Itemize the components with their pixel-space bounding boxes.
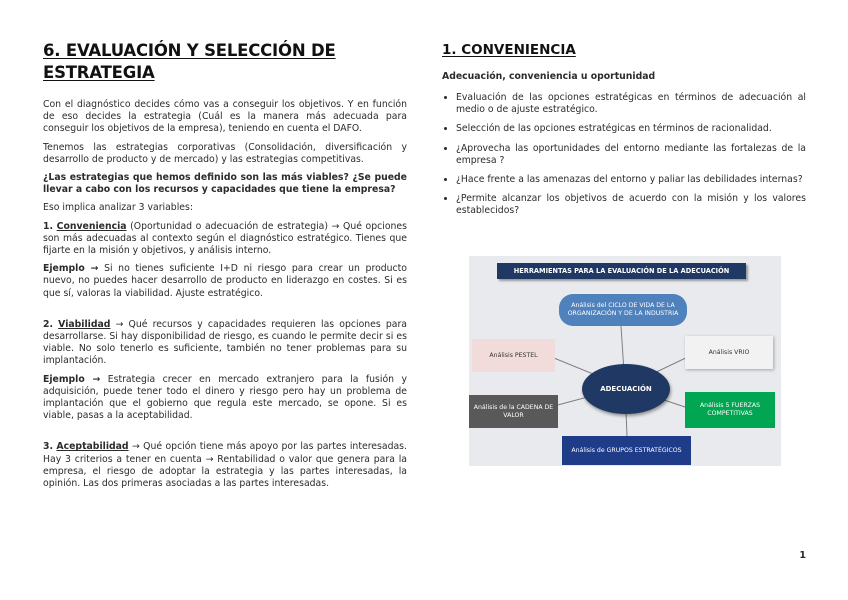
intro-paragraph: Con el diagnóstico decides cómo vas a conseguir los objetivos. Y en función de eso decides la estrategia (Cuál es la manera más adecuada para conseguir los objetivos de la empresa), teniendo en cuenta el DAFO.: [43, 99, 407, 135]
variable-text: (Oportunidad o adecuación de estrategia) → Qué opciones son más adecuadas al contexto según el diagnóstico estratégico. Tienes que fijarte en la misión y objetivos, y análisis interno.: [43, 220, 407, 257]
variable-name: Viabilidad: [58, 318, 111, 330]
example-viabilidad: [43, 374, 407, 423]
variable-number: 3.: [43, 441, 54, 453]
section-subtitle: Adecuación, conveniencia u oportunidad: [442, 71, 656, 82]
adecuacion-center: ADECUACIÓN: [582, 364, 670, 414]
cadena-valor-box: Análisis de la CADENA DE VALOR: [469, 395, 558, 428]
pestel-box: Análisis PESTEL: [472, 339, 555, 372]
variable-text: → Qué recursos y capacidades requieren las opciones para desarrollarse. Si hay disponibilidad de riesgo, es cuando le permite decir si es viable. No solo tenerlo es suficiente, también no tener problemas para su implantación.: [43, 318, 407, 367]
grupos-estrategicos-box: Análisis de GRUPOS ESTRATÉGICOS: [562, 436, 691, 465]
list-item: • Selección de las opciones estratégicas en términos de racionalidad.: [456, 123, 806, 135]
adecuacion-diagram: [469, 256, 781, 466]
variables-intro: Eso implica analizar 3 variables:: [43, 202, 193, 214]
variable-name: Aceptabilidad: [56, 441, 129, 453]
example-label: Ejemplo →: [43, 373, 101, 385]
question-paragraph: ¿Las estrategias que hemos definido son las más viables? ¿Se puede llevar a cabo con los recursos y capacidades que tiene la empresa?: [43, 172, 407, 196]
variable-number: 2.: [43, 318, 54, 330]
bullet-list: [442, 92, 806, 218]
variable-number: 1.: [43, 220, 54, 232]
variable-conveniencia: [43, 221, 407, 258]
right-column: [442, 40, 806, 225]
list-item: • Evaluación de las opciones estratégicas en términos de adecuación al medio o de ajuste estratégico.: [456, 92, 806, 116]
variable-aceptabilidad: [43, 441, 407, 490]
list-item: • ¿Aprovecha las oportunidades del entorno mediante las fortalezas de la empresa ?: [456, 143, 806, 167]
diagram-header: HERRAMIENTAS PARA LA EVALUACIÓN DE LA ADECUACIÓN: [497, 263, 746, 279]
example-text: Si no tienes suficiente I+D ni riesgo para crear un producto nuevo, no puedes hacer desarrollo de producto en liderazgo en costes. Si es que sí, valoras la viabilidad. Ajuste estratégico.: [43, 263, 407, 299]
example-text: Estrategia crecer en mercado extranjero para la fusión y adquisición, puede tener todo el dinero y riesgo pero hay un problema de implantación que el gobierno que regula este mercado, se opone. Si es viable, pasas a la aceptabilidad.: [43, 373, 407, 422]
list-item: • ¿Hace frente a las amenazas del entorno y paliar las debilidades internas?: [456, 174, 806, 186]
example-conveniencia: [43, 263, 407, 300]
strategies-paragraph: Tenemos las estrategias corporativas (Consolidación, diversificación y desarrollo de producto y de mercado) y las estrategias competitivas.: [43, 141, 407, 165]
variable-viabilidad: [43, 319, 407, 368]
section-title: 1. CONVENIENCIA: [442, 42, 576, 58]
variable-name: Conveniencia: [56, 220, 127, 232]
page-number: 1: [799, 550, 806, 561]
left-column: [43, 40, 407, 496]
list-item: • ¿Permite alcanzar los objetivos de acuerdo con la misión y los valores establecidos?: [456, 193, 806, 217]
ciclo-de-vida-box: Análisis del CICLO DE VIDA DE LA ORGANIZACIÓN Y DE LA INDUSTRIA: [559, 294, 687, 326]
vrio-box: Análisis VRIO: [685, 336, 773, 369]
cinco-fuerzas-box: Análisis 5 FUERZAS COMPETITIVAS: [685, 392, 775, 428]
page-title: 6. EVALUACIÓN Y SELECCIÓN DE ESTRATEGIA: [43, 41, 336, 82]
example-label: Ejemplo →: [43, 263, 99, 275]
variable-text: → Qué opción tiene más apoyo por las partes interesadas. Hay 3 criterios a tener en cuenta → Rentabilidad o valor que genera para la empresa, el riesgo de adoptar la estrategia y las partes interesadas, la opinión. Las dos primeras asociadas a las partes interesadas.: [43, 441, 407, 490]
